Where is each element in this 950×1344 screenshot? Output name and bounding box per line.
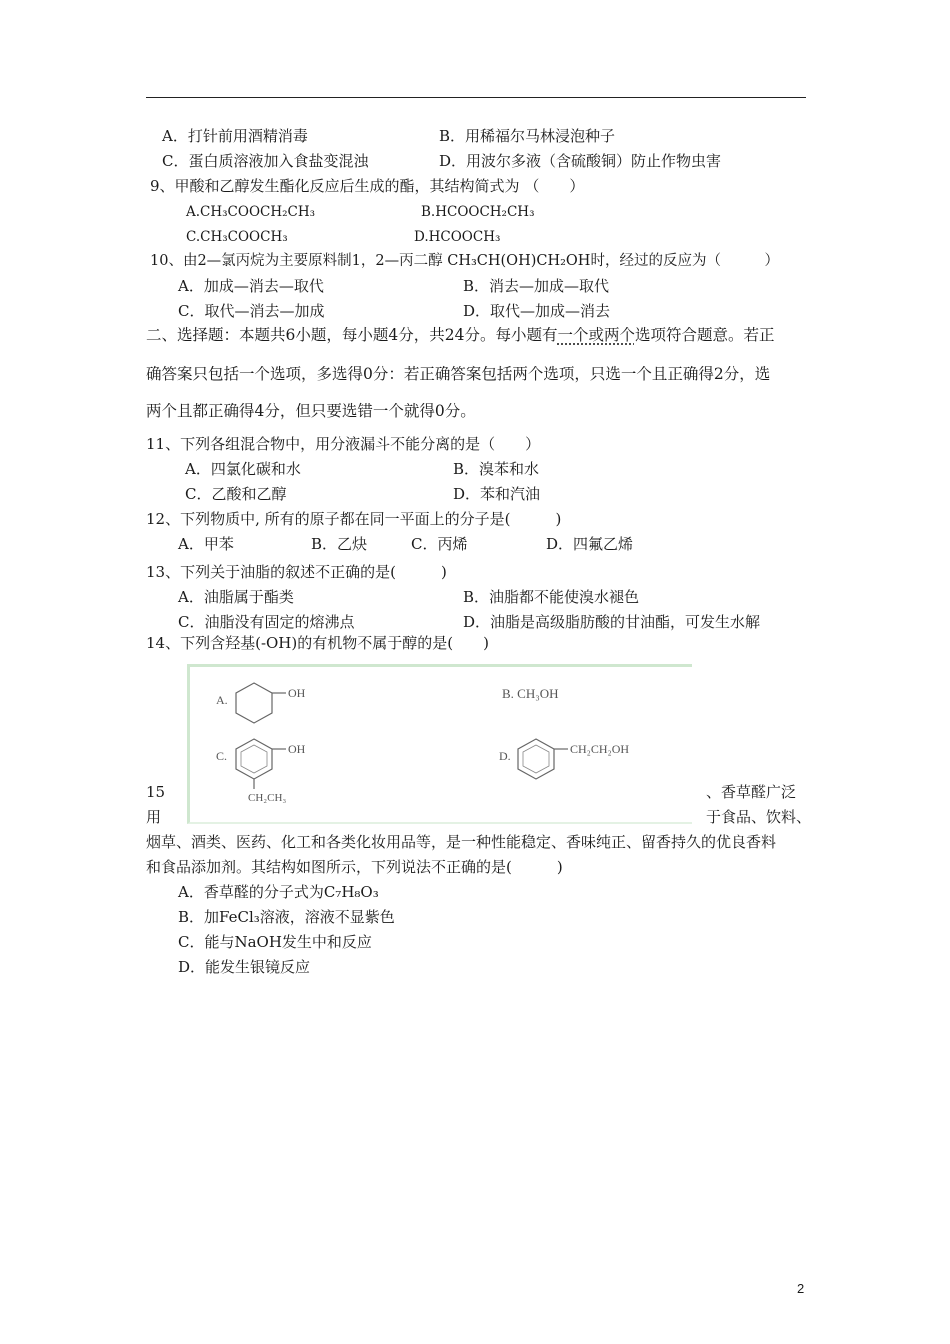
q15-number: 15 (146, 783, 166, 801)
q15-line2-right: 于食品、饮料、 (706, 808, 812, 826)
q15-option-a: A．香草醛的分子式为C₇H₈O₃ (178, 883, 379, 901)
q10-option-a: A．加成—消去—取代 (178, 277, 324, 295)
q8-option-d: D．用波尔多液（含硫酸铜）防止作物虫害 (439, 152, 722, 170)
q15-option-d: D．能发生银镜反应 (178, 958, 311, 976)
q12-option-d: D．四氟乙烯 (546, 535, 634, 553)
fig-a-group: OH (288, 686, 306, 700)
fig-c-sub: CH₂CH₃ (248, 792, 287, 804)
q15-option-b: B．加FeCl₃溶液，溶液不显紫色 (178, 908, 395, 926)
q9-option-c: C.CH₃COOCH₃ (186, 229, 288, 245)
fig-a-label: A. (216, 693, 228, 707)
q12-stem: 12、下列物质中, 所有的原子都在同一平面上的分子是( ) (146, 510, 562, 528)
fig-c-label: C. (216, 749, 228, 763)
q13-option-b: B．油脂都不能使溴水褪色 (463, 588, 640, 606)
q8-option-a: A．打针前用酒精消毒 (162, 127, 308, 145)
q9-option-d: D.HCOOCH₃ (414, 229, 501, 245)
q11-option-b: B．溴苯和水 (453, 460, 540, 478)
q15-line1-right: 、香草醛广泛 (706, 783, 797, 801)
q10-option-c: C．取代—消去—加成 (178, 302, 325, 320)
q12-option-b: B．乙炔 (311, 535, 368, 553)
section2-line3: 两个且都正确得4分，但只要选错一个就得0分。 (146, 402, 476, 420)
q11-option-d: D．苯和汽油 (453, 485, 541, 503)
q14-structure-figure (187, 664, 692, 824)
q13-option-c: C．油脂没有固定的熔沸点 (178, 613, 355, 631)
q10-option-d: D．取代—加成—消去 (463, 302, 611, 320)
section2-line1: 二、选择题：本题共6小题，每小题4分，共24分。每小题有一个或两个选项符合题意。若正 (146, 326, 775, 344)
q11-stem: 11、下列各组混合物中，用分液漏斗不能分离的是（ ） (146, 435, 541, 453)
header-rule (146, 97, 806, 98)
q13-stem: 13、下列关于油脂的叙述不正确的是( ) (146, 563, 447, 581)
fig-b-label: B. CH₃OH (502, 686, 559, 701)
cyclohexane-ring (236, 683, 272, 723)
q11-option-a: A．四氯化碳和水 (185, 460, 301, 478)
q10-option-b: B．消去—加成—取代 (463, 277, 610, 295)
q12-option-a: A．甲苯 (178, 535, 234, 553)
q8-option-c: C．蛋白质溶液加入食盐变混浊 (162, 152, 369, 170)
q9-option-a: A.CH₃COOCH₂CH₃ (186, 204, 316, 220)
q9-stem: 9、甲酸和乙醇发生酯化反应后生成的酯，其结构简式为 （ ） (150, 177, 585, 195)
q11-option-c: C．乙酸和乙醇 (185, 485, 287, 503)
section2-emphasis: 一个或两个 (557, 326, 635, 344)
q15-line3: 烟草、酒类、医药、化工和各类化妆用品等，是一种性能稳定、香味纯正、留香持久的优良香料 (146, 833, 777, 851)
q14-structures-svg (190, 667, 692, 819)
section2-line2: 确答案只包括一个选项，多选得0分：若正确答案包括两个选项，只选一个且正确得2分，选 (146, 365, 771, 383)
fig-d-label: D. (499, 749, 511, 763)
q13-option-a: A．油脂属于酯类 (178, 588, 294, 606)
q8-option-b: B．用稀福尔马林浸泡种子 (439, 127, 616, 145)
fig-c-group: OH (288, 742, 306, 756)
q13-option-d: D．油脂是高级脂肪酸的甘油酯，可发生水解 (463, 613, 761, 631)
page-number: 2 (797, 1281, 805, 1296)
q12-option-c: C．丙烯 (411, 535, 468, 553)
fig-d-group: CH₂CH₂OH (570, 742, 630, 756)
q15-option-c: C．能与NaOH发生中和反应 (178, 933, 372, 951)
q9-option-b: B.HCOOCH₂CH₃ (421, 204, 535, 220)
q10-stem: 10、由2—氯丙烷为主要原料制1，2—丙二醇 CH₃CH(OH)CH₂OH时，经过的反应为（ ） (150, 253, 779, 269)
q15-line2-left: 用 (146, 808, 162, 826)
q15-line4: 和食品添加剂。其结构如图所示，下列说法不正确的是( ) (146, 858, 563, 876)
q14-stem: 14、下列含羟基(-OH)的有机物不属于醇的是( ) (146, 634, 489, 652)
